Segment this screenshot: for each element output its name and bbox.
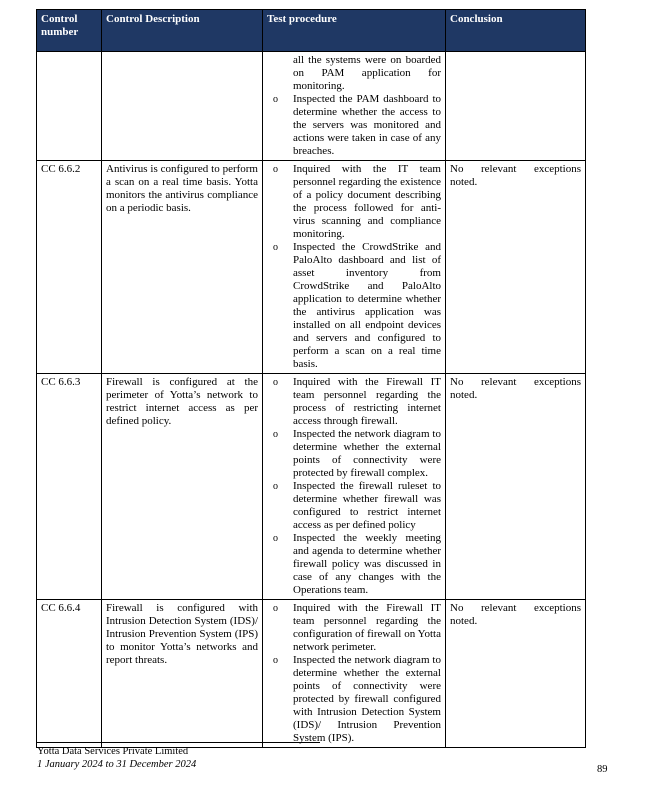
test-procedure-text: Inspected the CrowdStrike and PaloAlto dashboard and list of asset inventory from CrowdStrike and PaloAlto application to determine whether the antivirus application was installed on all endpoint devices and servers and configured to perform a scan on a real time basis.	[293, 241, 441, 370]
test-procedure-text: Inquired with the Firewall IT team personnel regarding the process of restricting internet access through firewall.	[293, 376, 441, 427]
bullet-marker: o	[273, 377, 278, 388]
bullet-marker: o	[273, 655, 278, 666]
footer-company-name: Yotta Data Services Private Limited	[37, 746, 189, 757]
control-description-cell: Firewall is configured with Intrusion Detection System (IDS)/ Intrusion Prevention System (IPS) to monitor Yotta’s networks and report threats.	[102, 600, 263, 748]
test-procedure-item	[267, 602, 441, 654]
bullet-marker	[267, 54, 293, 93]
test-procedure-item	[267, 532, 441, 597]
test-procedure-cell	[263, 374, 446, 600]
test-procedure-text: Inspected the PAM dashboard to determine whether the access to the servers was monitored and actions were taken in case of any breaches.	[293, 93, 441, 157]
table-row	[37, 374, 586, 600]
control-number-cell: CC 6.6.4	[37, 600, 102, 748]
footer-divider	[36, 742, 320, 743]
table-row	[37, 600, 586, 748]
column-header-control-number: Control number	[37, 10, 102, 52]
table-row	[37, 52, 586, 161]
control-description-cell: Firewall is configured at the perimeter of Yotta’s network to restrict internet access as per defined policy.	[102, 374, 263, 600]
column-header-control-description: Control Description	[102, 10, 263, 52]
test-procedure-text: Inspected the network diagram to determine whether the external points of connectivity were protected by firewall complex.	[293, 428, 441, 479]
control-description-cell	[102, 52, 263, 161]
test-procedure-item	[267, 163, 441, 241]
control-description-cell: Antivirus is configured to perform a scan on a real time basis. Yotta monitors the antivirus compliance on a periodic basis.	[102, 161, 263, 374]
test-procedure-item	[267, 376, 441, 428]
test-procedure-cell	[263, 600, 446, 748]
column-header-test-procedure: Test procedure	[263, 10, 446, 52]
test-procedure-item	[267, 428, 441, 480]
conclusion-cell: No relevant exceptions noted.	[446, 600, 586, 748]
controls-table	[36, 9, 586, 748]
test-procedure-text: Inspected the network diagram to determine whether the external points of connectivity were protected by firewall configured with Intrusion Detection System (IDS)/ Intrusion Prevention System (IPS).	[293, 654, 441, 744]
test-procedure-text: Inspected the firewall ruleset to determine whether firewall was configured to restrict internet access as per defined policy	[293, 480, 441, 531]
table-row	[37, 161, 586, 374]
footer-report-period: 1 January 2024 to 31 December 2024	[37, 759, 197, 770]
bullet-marker: o	[273, 242, 278, 253]
table-header-row	[37, 10, 586, 52]
test-procedure-item	[267, 93, 441, 158]
column-header-conclusion: Conclusion	[446, 10, 586, 52]
test-procedure-cell	[263, 52, 446, 161]
bullet-marker: o	[273, 429, 278, 440]
control-number-cell: CC 6.6.2	[37, 161, 102, 374]
bullet-marker: o	[273, 603, 278, 614]
conclusion-cell	[446, 52, 586, 161]
test-procedure-item	[267, 480, 441, 532]
bullet-marker: o	[273, 533, 278, 544]
test-procedure-cell	[263, 161, 446, 374]
test-procedure-text: all the systems were on boarded on PAM application for monitoring.	[293, 54, 441, 92]
bullet-marker: o	[273, 94, 278, 105]
test-procedure-text: Inquired with the Firewall IT team personnel regarding the configuration of firewall on Yotta network perimeter.	[293, 602, 441, 653]
conclusion-cell: No relevant exceptions noted.	[446, 161, 586, 374]
test-procedure-text: Inquired with the IT team personnel regarding the existence of a policy document describing the process followed for anti-virus scanning and compliance monitoring.	[293, 163, 441, 240]
bullet-marker: o	[273, 481, 278, 492]
bullet-marker: o	[273, 164, 278, 175]
test-procedure-item	[267, 654, 441, 745]
test-procedure-item	[267, 241, 441, 371]
control-number-cell	[37, 52, 102, 161]
conclusion-cell: No relevant exceptions noted.	[446, 374, 586, 600]
test-procedure-item	[267, 54, 441, 93]
test-procedure-text: Inspected the weekly meeting and agenda to determine whether firewall policy was discussed in case of any changes with the Operations team.	[293, 532, 441, 596]
control-number-cell: CC 6.6.3	[37, 374, 102, 600]
page-number: 89	[597, 764, 608, 775]
